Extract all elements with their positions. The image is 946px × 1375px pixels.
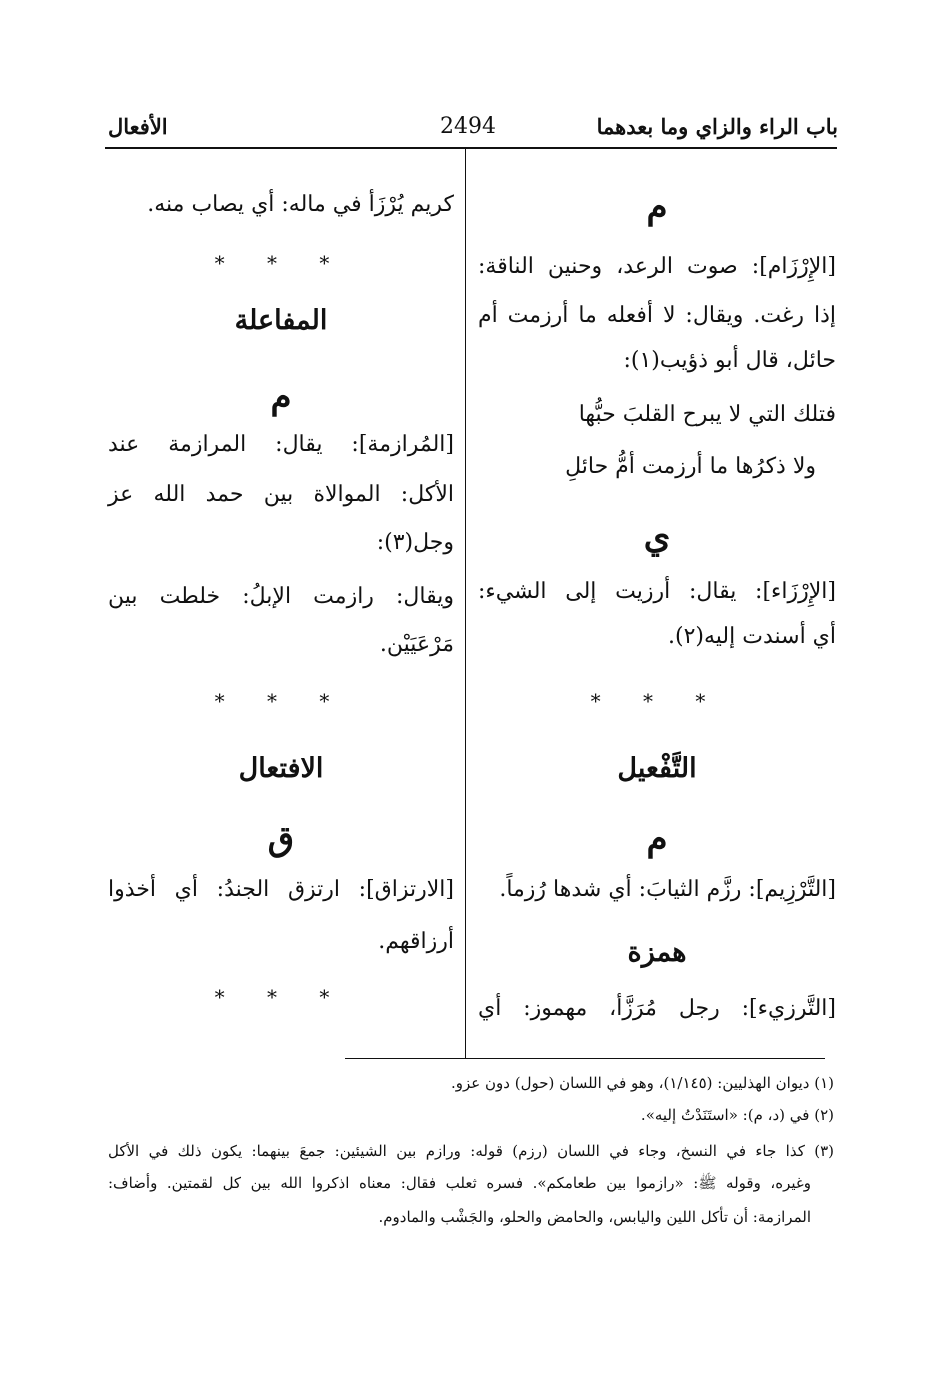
entry-murazama-line2: الأكل: الموالاة بين حمد الله عز bbox=[108, 482, 454, 507]
footnote-1: (١) ديوان الهذليين: (١/١٤٥)، وهو في اللسان (حول) دون عزو. bbox=[451, 1074, 834, 1092]
section-separator-2: * * * bbox=[214, 689, 348, 713]
entry-irzam-line3: حائل، قال أبو ذؤيب(١): bbox=[623, 348, 836, 373]
footnote-3-line1: (٣) كذا جاء في النسخ، وجاء في اللسان (رزم) قوله: ورازم بين الشيئين: جمعَ بينهما: يكون ذلك في الأكل bbox=[108, 1142, 834, 1160]
footnote-2: (٢) في (د، م): «استَنَدْتُ إليه». bbox=[640, 1106, 834, 1124]
entry-irzam-line2: إذا رغت. ويقال: لا أفعله ما أرزمت أم bbox=[478, 303, 836, 328]
entry-murazama-line3: وجل(٣): bbox=[376, 530, 454, 555]
entry-tarzim: [التَّرْزِيم]: رزَّم الثيابَ: أي شدها رُزماً. bbox=[499, 877, 836, 902]
running-title-left: الأفعال bbox=[108, 114, 168, 139]
letter-heading-ya: ي bbox=[643, 517, 671, 557]
entry-murazama-line1: [المُرازمة]: يقال: المرازمة عند bbox=[108, 432, 454, 457]
letter-heading-mim: م bbox=[646, 187, 668, 227]
left-column bbox=[108, 160, 454, 1060]
entry-irzam-line1: [الإِرْزَام]: صوت الرعد، وحنين الناقة: bbox=[478, 254, 836, 279]
section-separator-1: * * * bbox=[214, 251, 348, 275]
verse-line2: ولا ذكرُها ما أرزمت أمُّ حائلِ bbox=[565, 454, 816, 479]
footnote-3-line2: وغيره، وقوله ﷺ: «رازموا بين طعامكم». فسره ثعلب فقال: معناه اذكروا الله بين كل لقمتين. وأضاف: bbox=[108, 1174, 811, 1192]
running-title-right: باب الراء والزاي وما بعدهما bbox=[596, 114, 838, 139]
entry-continuation: كريم يُرْزَأ في ماله: أي يصاب منه. bbox=[147, 192, 454, 217]
column-divider bbox=[465, 149, 466, 1059]
letter-heading-mim: م bbox=[270, 377, 292, 417]
section-separator: * * * bbox=[590, 689, 724, 713]
entry-razamat-line1: ويقال: رازمت الإبلُ: خلطت بين bbox=[108, 584, 454, 609]
entry-irza-line2: أي أسندت إليه(٢). bbox=[668, 624, 836, 649]
letter-heading-mim-2: م bbox=[646, 819, 668, 859]
header-rule bbox=[105, 147, 837, 149]
right-column bbox=[478, 160, 836, 1060]
letter-heading-hamza: همزة bbox=[627, 937, 687, 968]
entry-irtizaq-line1: [الارتزاق]: ارتزق الجندُ: أي أخذوا bbox=[108, 877, 454, 902]
entry-irtizaq-line2: أرزاقهم. bbox=[378, 929, 454, 954]
verse-line1: فتلك التي لا يبرح القلبَ حبُّها bbox=[578, 402, 836, 427]
entry-irza-line1: [الإِرْزَاء]: يقال: أرزيت إلى الشيء: bbox=[478, 579, 836, 604]
section-heading-mufaala: المفاعلة bbox=[234, 305, 328, 336]
entry-razamat-line2: مَرْعَيَيْن. bbox=[379, 632, 454, 657]
section-heading-iftial: الافتعال bbox=[238, 753, 324, 784]
footnote-3-line3: المرازمة: أن تأكل اللين واليابس، والحامض والحلو، والجَشْب والمادوم. bbox=[378, 1208, 811, 1226]
page-number: 2494 bbox=[440, 114, 496, 139]
section-separator-3: * * * bbox=[214, 985, 348, 1009]
section-heading-tafil: التَّفْعيل bbox=[617, 753, 697, 784]
letter-heading-qaf: ق bbox=[267, 819, 295, 859]
entry-tarzi: [التَّرزيء]: رجل مُرَزَّأ، مهموز: أي bbox=[478, 996, 836, 1021]
